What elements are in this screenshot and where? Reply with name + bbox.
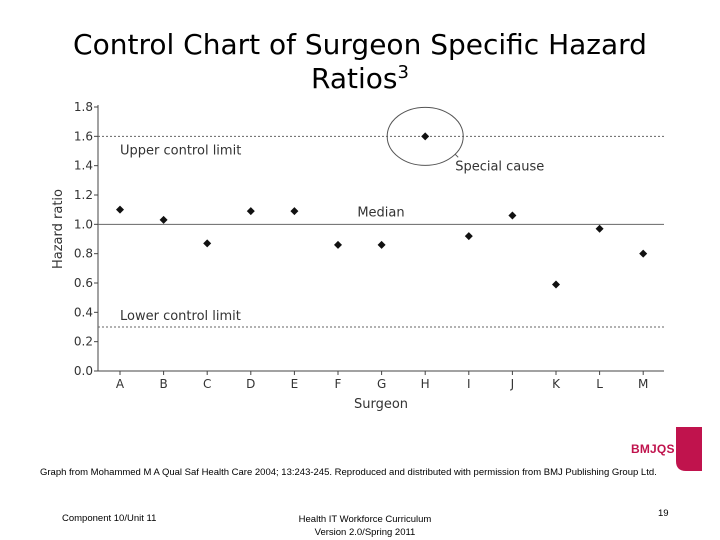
median-label: Median	[357, 205, 405, 221]
y-tick-label: 0.0	[73, 364, 93, 378]
y-axis-label: Hazard ratio	[51, 188, 66, 270]
special-cause-pointer	[455, 154, 458, 157]
x-tick-label: A	[115, 377, 125, 391]
data-point	[160, 216, 168, 224]
data-point	[116, 206, 124, 214]
x-tick-label: I	[467, 377, 471, 391]
x-tick-label: J	[510, 377, 515, 391]
x-tick-label: H	[420, 377, 430, 391]
data-point	[247, 207, 255, 215]
lower-control-limit-label: Lower control limit	[120, 309, 241, 324]
footer-curriculum-line2: Version 2.0/Spring 2011	[314, 527, 416, 538]
footer-curriculum	[270, 513, 460, 539]
y-tick-label: 1.8	[73, 100, 93, 114]
x-tick-label: K	[552, 377, 560, 391]
upper-control-limit-label: Upper control limit	[120, 143, 242, 159]
x-tick-label: C	[203, 377, 212, 391]
data-point	[465, 232, 473, 240]
y-tick-label: 1.2	[73, 188, 93, 202]
footer-curriculum-line1: Health IT Workforce Curriculum	[298, 514, 432, 525]
data-point	[639, 250, 647, 258]
title-superscript: 3	[397, 62, 409, 83]
x-axis-label: Surgeon	[353, 397, 409, 412]
y-tick-label: 0.6	[73, 276, 93, 290]
data-point	[378, 241, 386, 249]
x-tick-label: D	[246, 377, 256, 391]
data-point	[552, 280, 560, 288]
x-tick-label: M	[638, 377, 649, 391]
y-tick-label: 0.8	[73, 246, 93, 261]
data-point	[421, 132, 429, 140]
data-point	[596, 225, 604, 233]
special-cause-label: Special cause	[455, 159, 545, 175]
figure-caption: Graph from Mohammed M A Qual Saf Health Care 2004; 13:243-245. Reproduced and distributed with permission from BMJ Publishing Group Ltd.	[40, 467, 657, 478]
x-tick-label: L	[596, 377, 603, 391]
data-point	[203, 239, 211, 247]
footer-component: Component 10/Unit 11	[62, 513, 157, 524]
y-tick-label: 1.4	[73, 158, 93, 173]
journal-logo: BMJQS	[631, 442, 675, 456]
data-point	[508, 212, 516, 220]
page-number: 19	[658, 508, 669, 519]
data-point	[290, 207, 298, 215]
x-tick-label: G	[376, 377, 387, 391]
x-tick-label: F	[334, 377, 342, 391]
y-tick-label: 1.6	[73, 129, 93, 144]
x-tick-label: E	[290, 377, 299, 391]
data-point	[334, 241, 342, 249]
journal-logo-mark	[676, 427, 702, 471]
y-tick-label: 0.4	[73, 305, 93, 320]
x-tick-label: B	[159, 377, 168, 391]
y-tick-label: 0.2	[73, 334, 93, 349]
y-tick-label: 1.0	[73, 217, 93, 232]
slide-title-text: Control Chart of Surgeon Specific Hazard Ratios	[73, 28, 647, 95]
